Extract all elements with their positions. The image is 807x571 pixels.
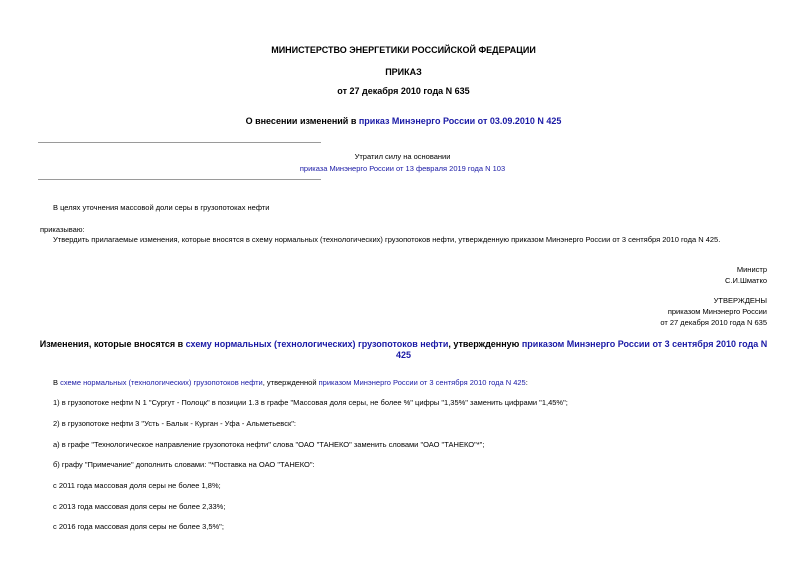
doc-type: ПРИКАЗ xyxy=(385,67,422,77)
change-item-2a: а) в графе "Технологическое направление грузопотока нефти" слова "ОАО "ТАНЕКО" заменить словами "ОАО "ТАНЕКО"*"; xyxy=(53,440,485,449)
status-note-line1: Утратил силу на основании xyxy=(354,152,451,161)
intro-link-order[interactable]: приказом Минэнерго России от 3 сентября 2010 года N 425 xyxy=(318,378,526,387)
doc-date-number: от 27 декабря 2010 года N 635 xyxy=(337,86,470,96)
sulfur-2013: с 2013 года массовая доля серы не более 2,33%; xyxy=(53,502,226,511)
doc-subject xyxy=(0,116,807,127)
purpose-text: В целях уточнения массовой доли серы в грузопотоках нефти xyxy=(53,203,270,212)
changes-heading-link2[interactable]: приказом Минэнерго России от 3 сентября 2010 года N xyxy=(521,339,768,349)
signature-title: Министр xyxy=(736,265,767,274)
approved-date: от 27 декабря 2010 года N 635 xyxy=(660,318,767,327)
status-note-link[interactable]: приказа Минэнерго России от 13 февраля 2019 года N 103 xyxy=(299,164,506,173)
signature-name: С.И.Шматко xyxy=(725,276,767,285)
changes-heading-line2[interactable]: 425 xyxy=(395,350,412,360)
intro-link-scheme[interactable]: схеме нормальных (технологических) грузопотоков нефти xyxy=(60,378,263,387)
change-item-1: 1) в грузопотоке нефти N 1 "Сургут - Полоцк" в позиции 1.3 в графе "Массовая доля серы, не более %" цифры "1,35%" заменить цифрами "1,45%"; xyxy=(53,398,568,407)
divider-top xyxy=(38,142,321,143)
approved-by-order: приказом Минэнерго России xyxy=(667,307,767,316)
changes-intro xyxy=(53,378,528,388)
subject-link[interactable]: приказ Минэнерго России от 03.09.2010 N 425 xyxy=(358,116,562,126)
change-item-2: 2) в грузопотоке нефти 3 "Усть - Балык - Курган - Уфа - Альметьевск": xyxy=(53,419,296,428)
changes-heading xyxy=(0,339,807,350)
sulfur-2011: с 2011 года массовая доля серы не более 1,8%; xyxy=(53,481,221,490)
changes-heading-part1: Изменения, которые вносятся в xyxy=(39,339,186,349)
divider-bottom xyxy=(38,179,321,180)
changes-heading-link1[interactable]: схему нормальных (технологических) грузопотоков нефти xyxy=(185,339,449,349)
order-word: приказываю: xyxy=(40,225,85,234)
intro-mid: , утвержденной xyxy=(262,378,319,387)
subject-prefix: О внесении изменений в xyxy=(245,116,359,126)
intro-prefix: В xyxy=(53,378,61,387)
approved-label: УТВЕРЖДЕНЫ xyxy=(713,296,767,305)
intro-suffix: : xyxy=(525,378,528,387)
ministry-title: МИНИСТЕРСТВО ЭНЕРГЕТИКИ РОССИЙСКОЙ ФЕДЕРАЦИИ xyxy=(271,45,536,55)
changes-heading-part2: , утвержденную xyxy=(448,339,522,349)
sulfur-2016: с 2016 года массовая доля серы не более 3,5%"; xyxy=(53,522,224,531)
change-item-2b: б) графу "Примечание" дополнить словами: "*Поставка на ОАО "ТАНЕКО": xyxy=(53,460,315,469)
approve-text: Утвердить прилагаемые изменения, которые вносятся в схему нормальных (технологических) грузопотоков нефти, утвержденную приказом Минэнерго России от 3 сентября 2010 года N 425. xyxy=(53,235,721,244)
